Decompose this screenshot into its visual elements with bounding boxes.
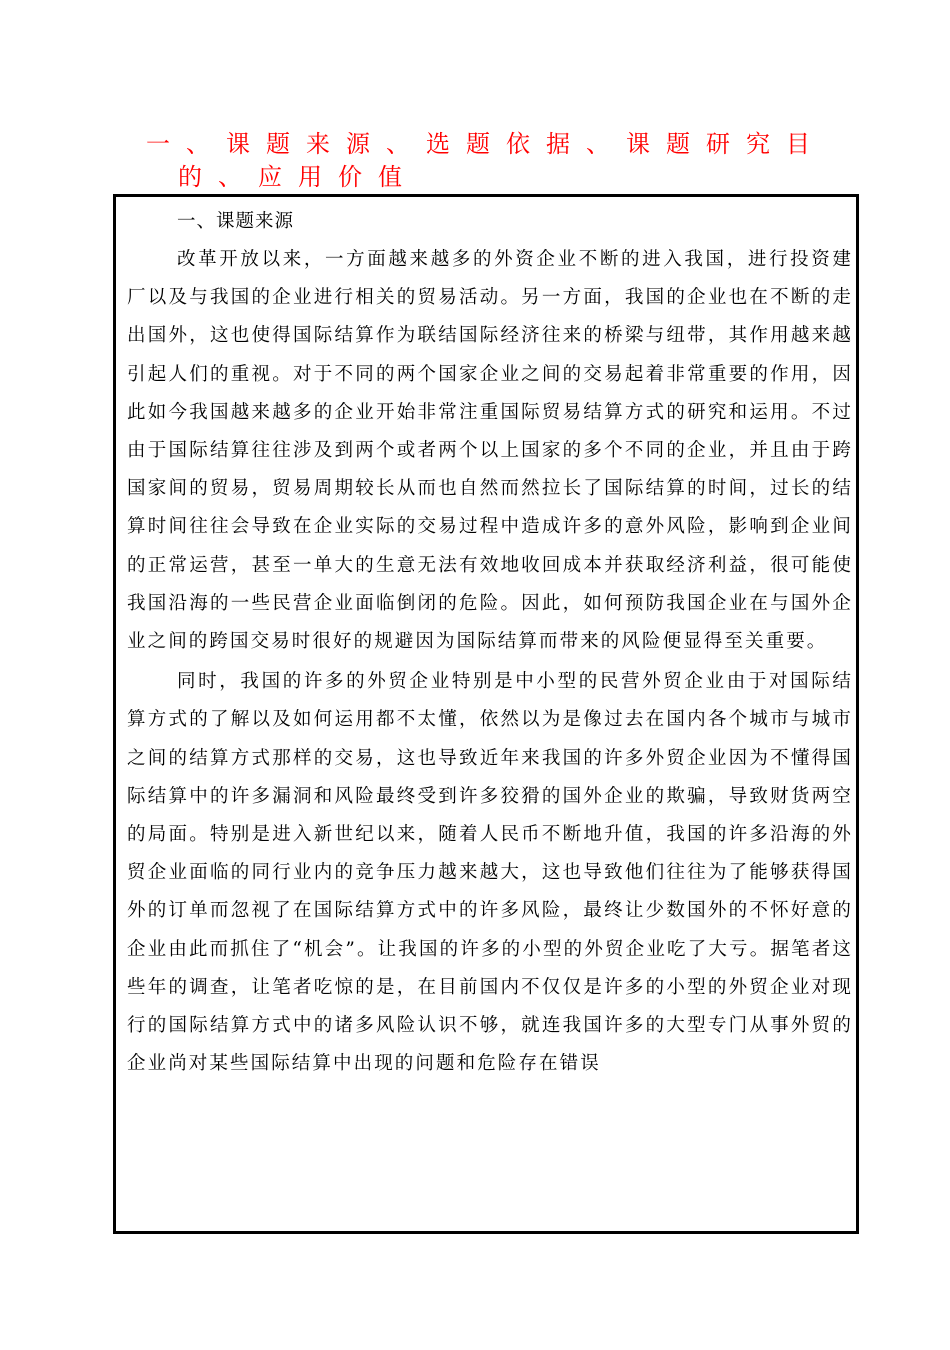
paragraph-2: 同时，我国的许多的外贸企业特别是中小型的民营外贸企业由于对国际结算方式的了解以及如何运用都不太懂，依然以为是像过去在国内各个城市与城市之间的结算方式那样的交易，这也导致近年来我国的许多外贸企业因为不懂得国际结算中的许多漏洞和风险最终受到许多狡猾的国外企业的欺骗，导致财货两空的局面。特别是进入新世纪以来，随着人民币不断地升值，我国的许多沿海的外贸企业面临的同行业内的竞争压力越来越大，这也导致他们往往为了能够获得国外的订单而忽视了在国际结算方式中的许多风险，最终让少数国外的不怀好意的企业由此而抓住了“机会”。让我国的许多的小型的外贸企业吃了大亏。据笔者这些年的调查，让笔者吃惊的是，在目前国内不仅仅是许多的小型的外贸企业对现行的国际结算方式中的诸多风险认识不够，就连我国许多的大型专门从事外贸的企业尚对某些国际结算中出现的问题和危险存在错误	[127, 671, 853, 1075]
page-heading	[146, 128, 826, 194]
section-title: 一、课题来源	[177, 211, 295, 232]
content-body	[127, 205, 853, 1083]
heading-line-2: 的、应用价值	[178, 163, 418, 191]
heading-line-1: 一、课题来源、选题依据、课题研究目	[146, 130, 826, 158]
paragraph-1: 改革开放以来，一方面越来越多的外资企业不断的进入我国，进行投资建厂以及与我国的企业进行相关的贸易活动。另一方面，我国的企业也在不断的走出国外，这也使得国际结算作为联结国际经济往来的桥梁与纽带，其作用越来越引起人们的重视。对于不同的两个国家企业之间的交易起着非常重要的作用，因此如今我国越来越多的企业开始非常注重国际贸易结算方式的研究和运用。不过由于国际结算往往涉及到两个或者两个以上国家的多个不同的企业，并且由于跨国家间的贸易，贸易周期较长从而也自然而然拉长了国际结算的时间，过长的结算时间往往会导致在企业实际的交易过程中造成许多的意外风险，影响到企业间的正常运营，甚至一单大的生意无法有效地收回成本并获取经济利益，很可能使我国沿海的一些民营企业面临倒闭的危险。因此，如何预防我国企业在与国外企业之间的跨国交易时很好的规避因为国际结算而带来的风险便显得至关重要。	[127, 249, 853, 653]
content-frame	[113, 194, 859, 1234]
